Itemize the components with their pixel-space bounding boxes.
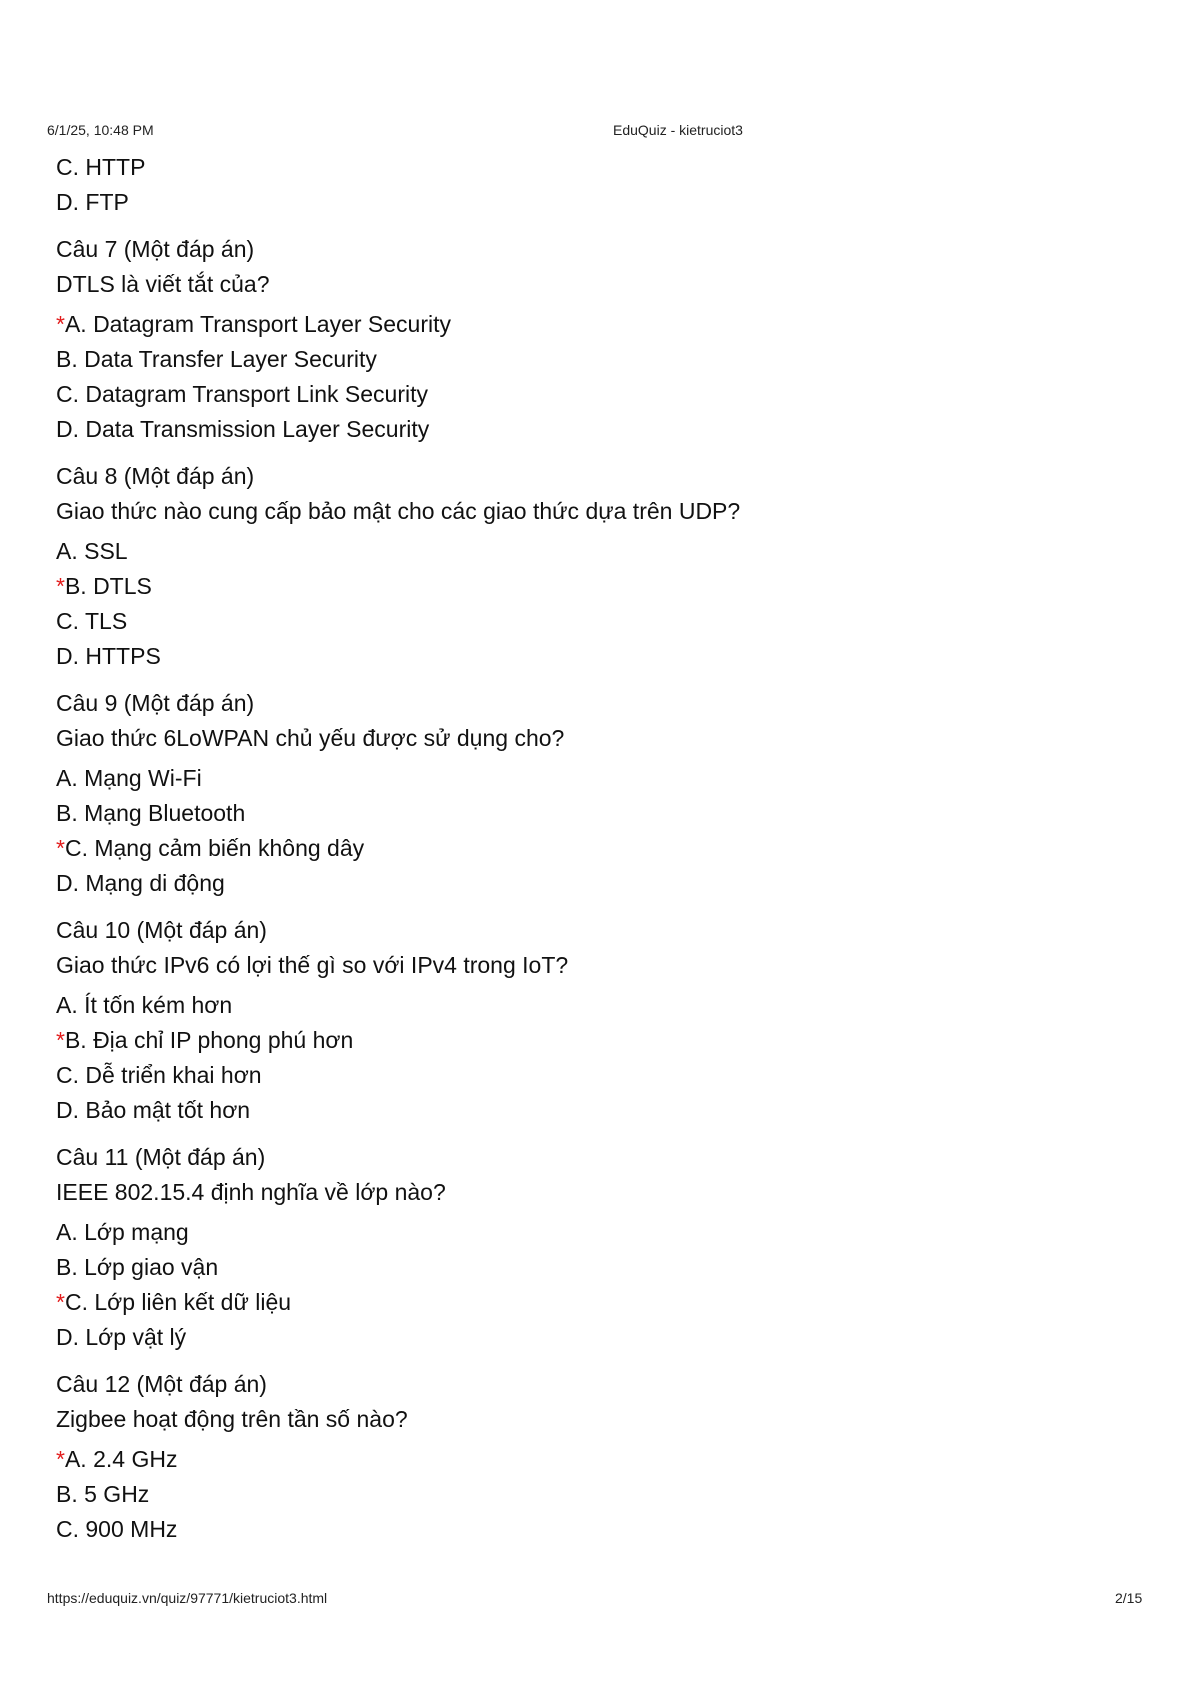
correct-answer-marker: * [56, 573, 65, 599]
question-text: Giao thức 6LoWPAN chủ yếu được sử dụng cho? [56, 725, 565, 751]
answer-option-label: A. SSL [56, 538, 128, 564]
answer-option [56, 1215, 1106, 1250]
page-url: https://eduquiz.vn/quiz/97771/kietruciot3.html [47, 1590, 328, 1606]
answer-option-label: C. Lớp liên kết dữ liệu [64, 1289, 292, 1315]
answer-option-label: A. Lớp mạng [56, 1219, 189, 1245]
correct-answer-marker: * [56, 311, 65, 337]
page-number: 2/15 [1115, 1590, 1143, 1606]
correct-answer-marker: * [56, 1446, 65, 1472]
question-block [56, 459, 1106, 674]
answer-option-label: C. Datagram Transport Link Security [56, 381, 428, 407]
answer-option [56, 534, 1106, 569]
answer-option [56, 1477, 1106, 1512]
question-block [56, 232, 1106, 447]
answer-option-label: B. Mạng Bluetooth [56, 800, 246, 826]
question-heading: Câu 12 (Một đáp án) [56, 1371, 267, 1397]
correct-answer-marker: * [56, 1027, 65, 1053]
answer-option [56, 1023, 1106, 1058]
question-heading: Câu 10 (Một đáp án) [56, 917, 267, 943]
answer-option [56, 639, 1106, 674]
question-heading: Câu 11 (Một đáp án) [56, 1144, 266, 1170]
option-c: C. HTTP [56, 154, 146, 180]
answer-option [56, 307, 1106, 342]
answer-option-label: B. 5 GHz [56, 1481, 150, 1507]
answer-option-label: C. 900 MHz [56, 1516, 178, 1542]
question-block [56, 686, 1106, 901]
answer-option [56, 761, 1106, 796]
answer-option [56, 866, 1106, 901]
question-heading: Câu 9 (Một đáp án) [56, 690, 255, 716]
answer-option-label: D. Bảo mật tốt hơn [56, 1097, 251, 1123]
question-text: Giao thức IPv6 có lợi thế gì so với IPv4 trong IoT? [56, 952, 569, 978]
answer-option-label: D. Lớp vật lý [56, 1324, 187, 1350]
question-block [56, 1367, 1106, 1547]
answer-option-label: A. Ít tốn kém hơn [56, 992, 233, 1018]
question-text: Zigbee hoạt động trên tần số nào? [56, 1406, 408, 1432]
answer-option-label: C. Mạng cảm biến không dây [64, 835, 365, 861]
answer-option-label: B. Lớp giao vận [56, 1254, 219, 1280]
print-datetime: 6/1/25, 10:48 PM [47, 122, 154, 138]
answer-option-label: C. TLS [56, 608, 128, 634]
answer-option [56, 1442, 1106, 1477]
previous-question-options [56, 150, 1106, 220]
print-page-title: EduQuiz - kietruciot3 [613, 122, 743, 138]
answer-option-label: A. Datagram Transport Layer Security [64, 311, 452, 337]
answer-option [56, 796, 1106, 831]
question-heading: Câu 7 (Một đáp án) [56, 236, 255, 262]
answer-option-label: A. Mạng Wi-Fi [56, 765, 202, 791]
answer-option-label: D. Mạng di động [56, 870, 225, 896]
question-text: DTLS là viết tắt của? [56, 271, 270, 297]
answer-option-label: A. 2.4 GHz [64, 1446, 178, 1472]
answer-option-label: C. Dễ triển khai hơn [56, 1062, 262, 1088]
question-block [56, 913, 1106, 1128]
answer-option [56, 1320, 1106, 1355]
answer-option [56, 1512, 1106, 1547]
correct-answer-marker: * [56, 835, 65, 861]
option-d: D. FTP [56, 189, 129, 215]
answer-option [56, 1250, 1106, 1285]
answer-option-label: D. HTTPS [56, 643, 161, 669]
answer-option-label: B. Địa chỉ IP phong phú hơn [64, 1027, 354, 1053]
answer-option [56, 604, 1106, 639]
answer-option [56, 988, 1106, 1023]
answer-option [56, 342, 1106, 377]
question-text: Giao thức nào cung cấp bảo mật cho các giao thức dựa trên UDP? [56, 498, 741, 524]
question-text: IEEE 802.15.4 định nghĩa về lớp nào? [56, 1179, 446, 1205]
correct-answer-marker: * [56, 1289, 65, 1315]
answer-option [56, 377, 1106, 412]
question-block [56, 1140, 1106, 1355]
answer-option [56, 1285, 1106, 1320]
quiz-content [56, 150, 1106, 1547]
answer-option-label: B. Data Transfer Layer Security [56, 346, 377, 372]
answer-option [56, 831, 1106, 866]
answer-option-label: D. Data Transmission Layer Security [56, 416, 430, 442]
answer-option [56, 569, 1106, 604]
question-heading: Câu 8 (Một đáp án) [56, 463, 255, 489]
answer-option [56, 412, 1106, 447]
answer-option [56, 1058, 1106, 1093]
answer-option-label: B. DTLS [64, 573, 152, 599]
answer-option [56, 1093, 1106, 1128]
